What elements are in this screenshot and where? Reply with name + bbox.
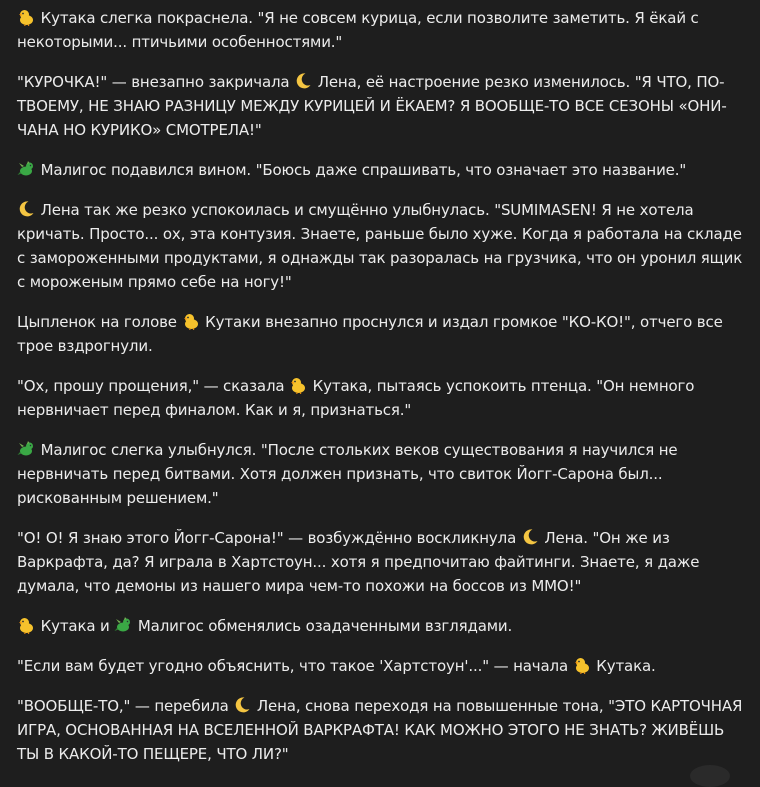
story-paragraph — [17, 614, 750, 638]
paragraph-text: Малигос обменялись озадаченными взглядами. — [133, 617, 512, 635]
paragraph-text: Лена, снова переходя на повышенные тона, "ЭТО КАРТОЧНАЯ ИГРА, ОСНОВАННАЯ НА ВСЕЛЕННОЙ ВАРКРАФТА! КАК МОЖНО ЭТОГО НЕ ЗНАТЬ? ЖИВЁШЬ ТЫ В КАКОЙ-ТО ПЕЩЕРЕ, ЧТО ЛИ?" — [17, 697, 742, 763]
story-paragraph — [17, 374, 750, 422]
paragraph-text: "КУРОЧКА!" — внезапно закричала — [17, 73, 294, 91]
story-paragraph — [17, 198, 750, 294]
chick-icon — [573, 656, 591, 674]
paragraph-text: Кутака слегка покраснела. "Я не совсем курица, если позволите заметить. Я ёкай с некоторыми... птичьими особенностями." — [17, 9, 699, 51]
paragraph-text: Лена. "Он же из Варкрафта, да? Я играла в Хартстоун... хотя я предпочитаю файтинги. Знаете, я даже думала, что демоны из нашего мира чем-то похожи на боссов из ММО!" — [17, 529, 699, 595]
story-paragraph — [17, 438, 750, 510]
paragraph-text: Кутака. — [592, 657, 656, 675]
paragraph-text: "Ох, прошу прощения," — сказала — [17, 377, 289, 395]
moon-icon — [294, 72, 312, 90]
paragraph-text: Малигос слегка улыбнулся. "После стольких веков существования я научился не нервничать перед битвами. Хотя должен признать, что свиток Йогг-Сарона был... рискованным решением." — [17, 441, 677, 507]
story-paragraph — [17, 526, 750, 598]
paragraph-text: Лена так же резко успокоилась и смущённо улыбнулась. "SUMIMASEN! Я не хотела кричать. Просто... ох, эта контузия. Знаете, раньше было хуже. Когда я работала на складе с замороженными продуктами, я однажды так разоралась на грузчика, что он уронил ящик с мороженым прямо себе на ногу!" — [17, 201, 742, 291]
paragraph-text: Кутака, пытаясь успокоить птенца. "Он немного нервничает перед финалом. Как и я, признаться." — [17, 377, 694, 419]
story-paragraph — [17, 654, 750, 678]
paragraph-text: Лена, её настроение резко изменилось. "Я ЧТО, ПО-ТВОЕМУ, НЕ ЗНАЮ РАЗНИЦУ МЕЖДУ КУРИЦЕЙ И ЁКАЕМ? Я ВООБЩЕ-ТО ВСЕ СЕЗОНЫ «ОНИ-ЧАНА НО КУРИКО» СМОТРЕЛА!" — [17, 73, 727, 139]
dragon-icon — [17, 160, 35, 178]
paragraph-text: Кутака и — [36, 617, 114, 635]
scroll-down-button-edge[interactable] — [690, 765, 730, 787]
paragraph-text: Кутаки внезапно проснулся и издал громкое "КО-КО!", отчего все трое вздрогнули. — [17, 313, 723, 355]
paragraph-text: Цыпленок на голове — [17, 313, 182, 331]
chick-icon — [182, 312, 200, 330]
story-paragraph — [17, 310, 750, 358]
chick-icon — [17, 616, 35, 634]
moon-icon — [233, 696, 251, 714]
chick-icon — [289, 376, 307, 394]
story-paragraph — [17, 6, 750, 54]
dragon-icon — [17, 440, 35, 458]
paragraph-text: "О! О! Я знаю этого Йогг-Сарона!" — возбуждённо воскликнула — [17, 529, 521, 547]
story-paragraph — [17, 694, 750, 766]
dragon-icon — [114, 616, 132, 634]
chick-icon — [17, 8, 35, 26]
moon-icon — [17, 200, 35, 218]
story-paragraph — [17, 70, 750, 142]
story-paragraph — [17, 158, 750, 182]
paragraph-text: Малигос подавился вином. "Боюсь даже спрашивать, что означает это название." — [36, 161, 686, 179]
paragraph-text: "Если вам будет угодно объяснить, что такое 'Хартстоун'..." — начала — [17, 657, 573, 675]
moon-icon — [521, 528, 539, 546]
paragraph-text: "ВООБЩЕ-ТО," — перебила — [17, 697, 233, 715]
